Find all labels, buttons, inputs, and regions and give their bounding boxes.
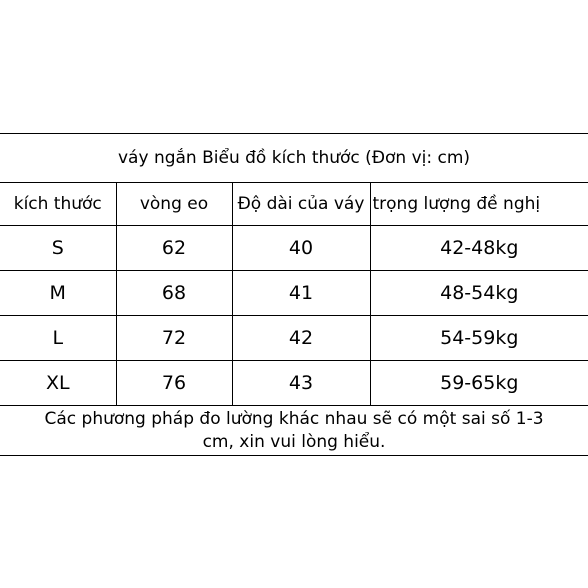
cell-size: XL — [0, 361, 116, 406]
header-skirt-length: Độ dài của váy — [232, 183, 370, 226]
note-line-1: Các phương pháp đo lường khác nhau sẽ có một sai số 1-3 — [44, 408, 544, 429]
cell-length: 40 — [232, 226, 370, 271]
cell-waist: 76 — [116, 361, 232, 406]
cell-length: 41 — [232, 271, 370, 316]
cell-size: M — [0, 271, 116, 316]
cell-weight: 48-54kg — [370, 271, 588, 316]
cell-weight: 59-65kg — [370, 361, 588, 406]
header-waist: vòng eo — [116, 183, 232, 226]
cell-size: L — [0, 316, 116, 361]
cell-weight: 54-59kg — [370, 316, 588, 361]
table-row — [0, 271, 588, 316]
table-row — [0, 316, 588, 361]
note-line-2: cm, xin vui lòng hiểu. — [202, 431, 386, 452]
header-row — [0, 183, 588, 226]
table-row — [0, 361, 588, 406]
size-chart-table — [0, 133, 588, 456]
header-size: kích thước — [0, 183, 116, 226]
cell-weight: 42-48kg — [370, 226, 588, 271]
measurement-note — [0, 406, 588, 456]
cell-waist: 62 — [116, 226, 232, 271]
chart-title: váy ngắn Biểu đồ kích thước (Đơn vị: cm) — [0, 134, 588, 183]
note-row — [0, 406, 588, 456]
header-recommended-weight: trọng lượng đề nghị — [370, 183, 588, 226]
table-row — [0, 226, 588, 271]
cell-length: 43 — [232, 361, 370, 406]
title-row — [0, 134, 588, 183]
cell-waist: 72 — [116, 316, 232, 361]
cell-size: S — [0, 226, 116, 271]
cell-length: 42 — [232, 316, 370, 361]
cell-waist: 68 — [116, 271, 232, 316]
